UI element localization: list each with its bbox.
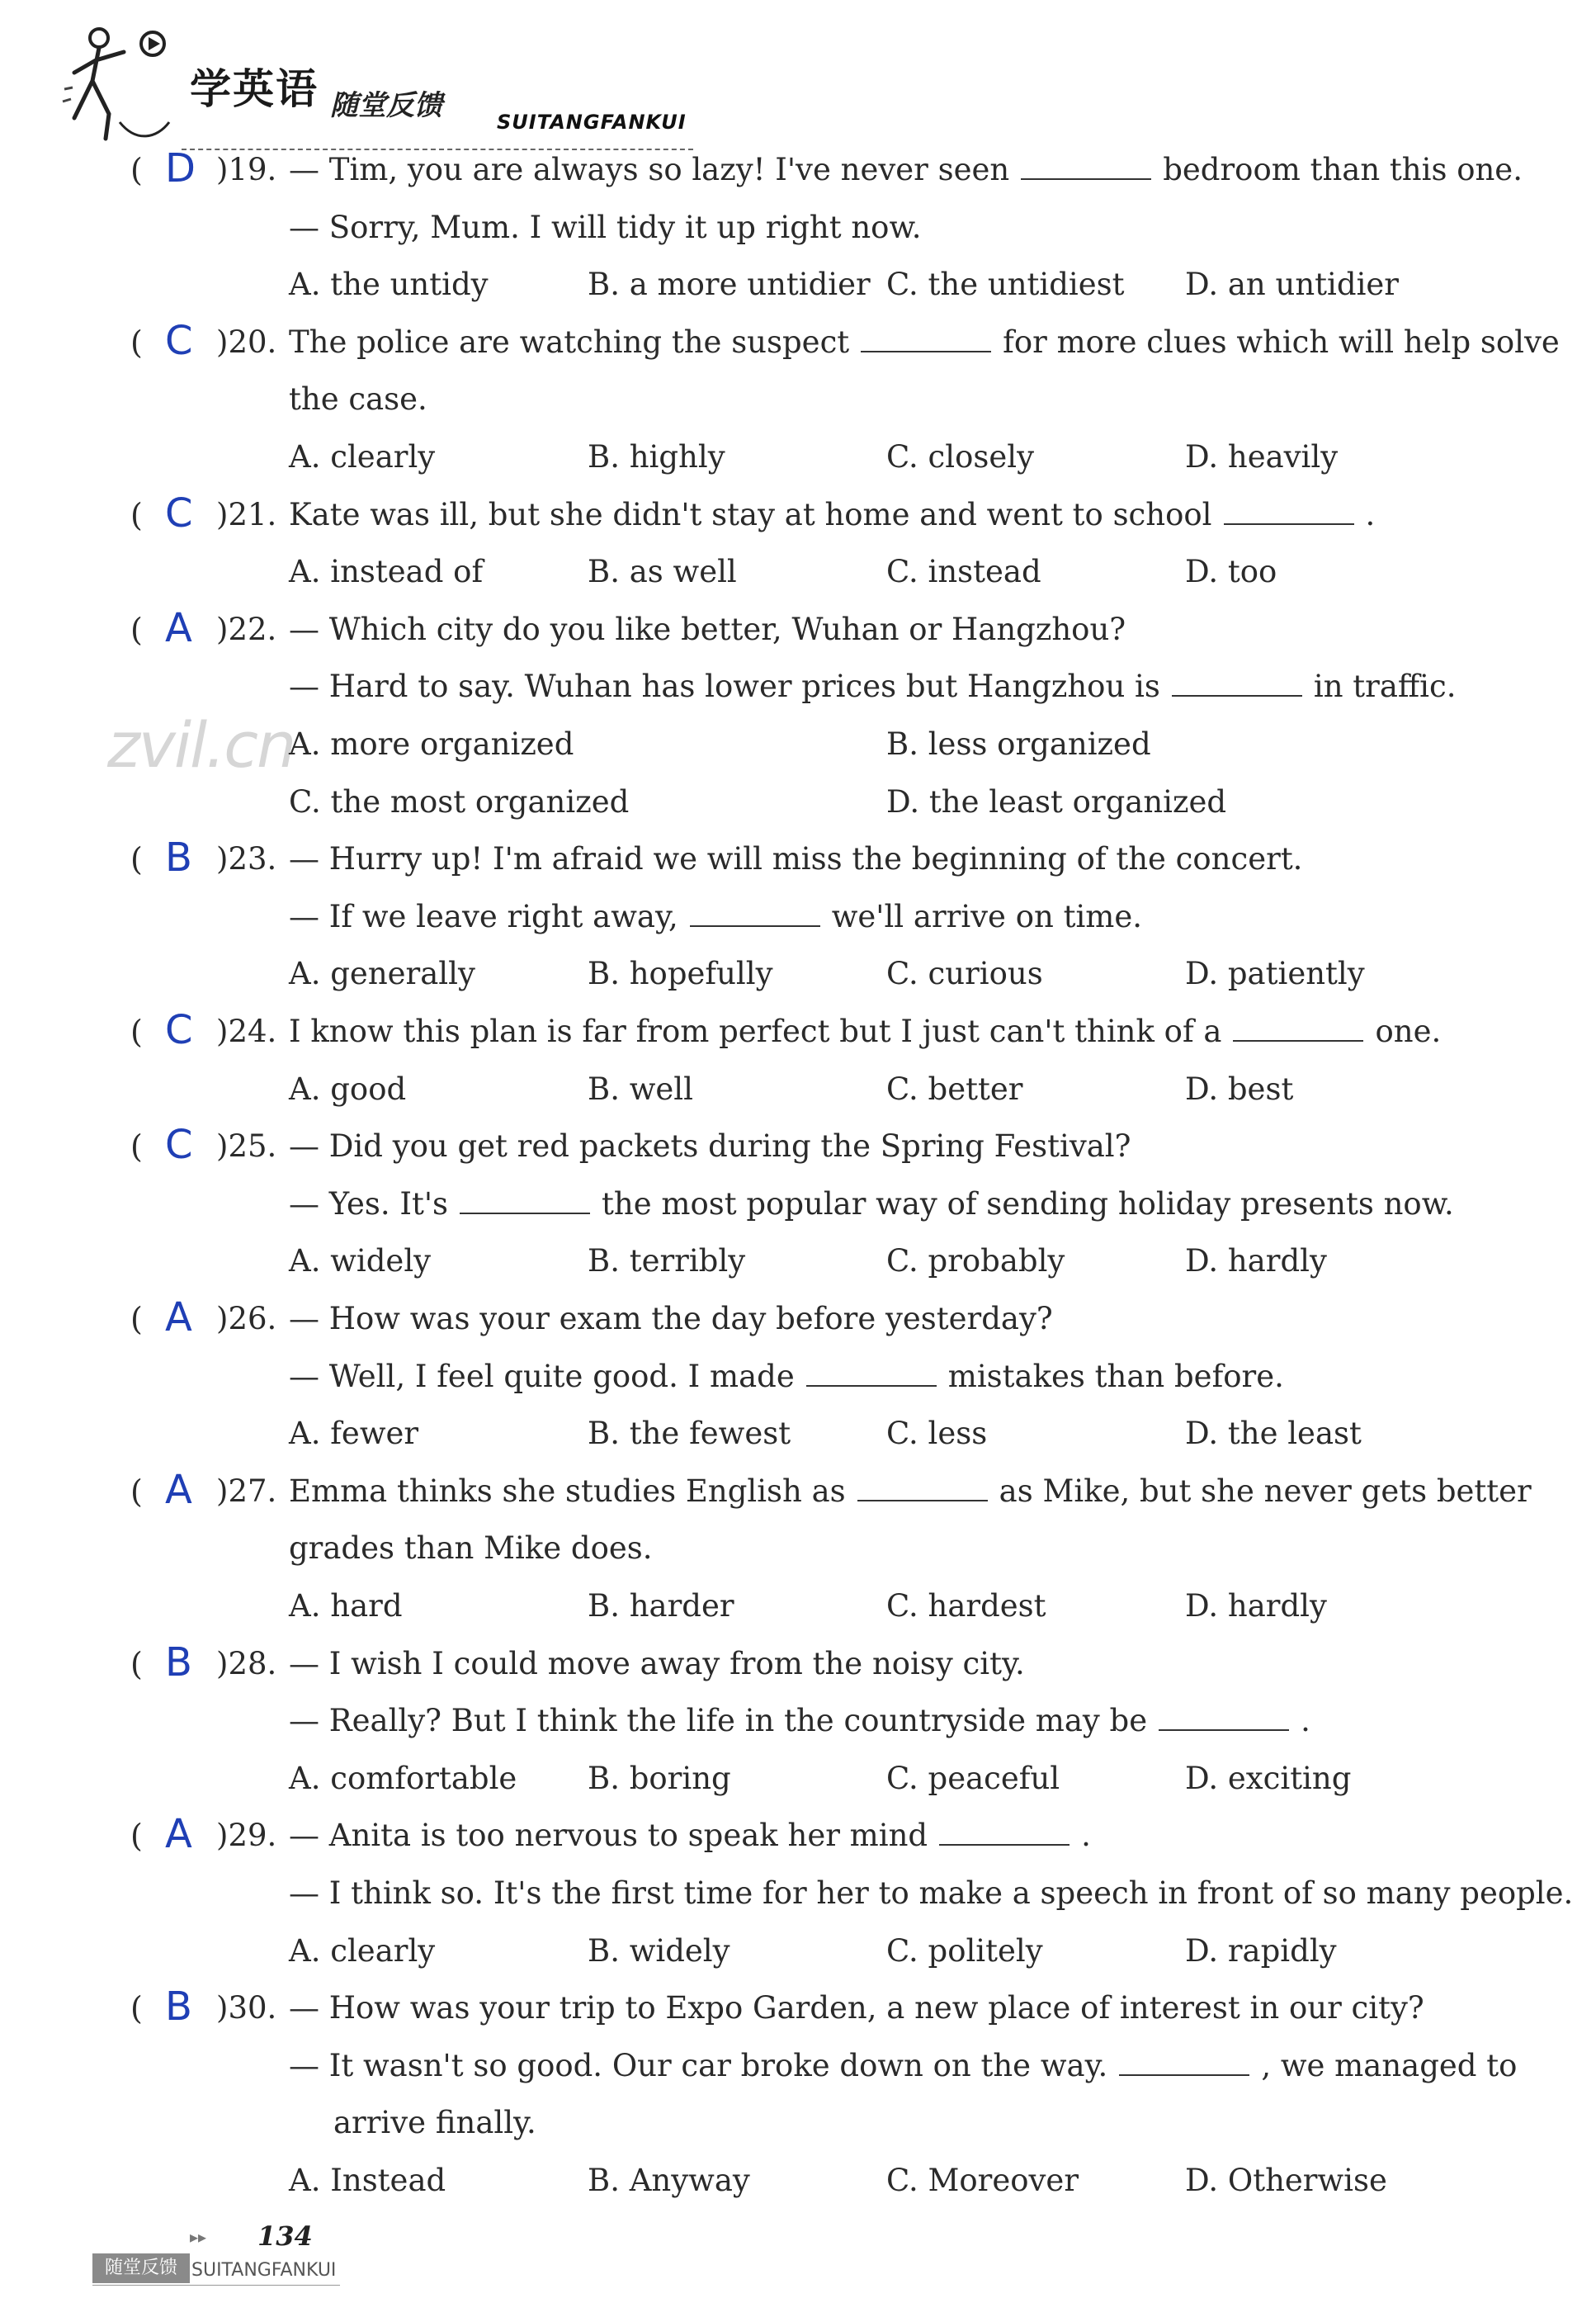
option-d: D. hardly	[1185, 1243, 1327, 1279]
question-text: — Really? But I think the life in the countryside may be	[289, 1703, 1148, 1739]
question-text: as Mike, but she never gets better	[999, 1473, 1532, 1509]
question-text: The police are watching the suspect	[289, 324, 850, 360]
option-a: A. fewer	[289, 1416, 419, 1452]
question-text: .	[1301, 1703, 1310, 1739]
question-text: for more clues which will help solve	[1003, 324, 1560, 360]
question-text: — I think so. It's the first time for her to make a speech in front of so many people.	[289, 1875, 1574, 1911]
question-number-value: 19	[228, 152, 267, 187]
option-b: B. harder	[588, 1588, 734, 1624]
answer-letter: B	[165, 1638, 192, 1686]
header-subtitle-en: SUITANGFANKUI	[497, 111, 687, 134]
answer-letter: B	[165, 1984, 192, 2031]
answer-blank	[1021, 175, 1151, 180]
question-text-line	[289, 1818, 1091, 1853]
answer-blank	[806, 1382, 937, 1387]
question-text-line	[289, 669, 1457, 704]
answer-paren-open: (	[130, 1128, 143, 1166]
question-text-line	[289, 841, 1302, 877]
question-number: )21.	[216, 496, 277, 532]
question-text-line	[289, 324, 1560, 360]
option-d: D. Otherwise	[1185, 2163, 1387, 2198]
question-text: — Tim, you are always so lazy! I've never seen	[289, 152, 1010, 187]
question-text-line	[289, 1990, 1424, 2026]
answer-paren-open: (	[130, 1645, 143, 1682]
option-c: C. curious	[886, 956, 1043, 992]
question-number: )29.	[216, 1818, 277, 1854]
question-number-value: 24	[228, 1014, 267, 1049]
answer-blank	[1224, 520, 1354, 525]
answer-paren-open: (	[130, 152, 143, 188]
option-a: A. generally	[289, 956, 475, 992]
answer-blank	[460, 1209, 590, 1214]
question-text: mistakes than before.	[947, 1358, 1284, 1394]
question-text: the case.	[289, 381, 427, 418]
option-c: C. the untidiest	[886, 267, 1125, 303]
option-d: D. rapidly	[1185, 1932, 1337, 1969]
runner-figure-icon	[58, 23, 182, 147]
answer-letter: C	[165, 1122, 193, 1169]
question-number: )26.	[216, 1301, 277, 1336]
question-number-value: 30	[228, 1990, 267, 2026]
question-text: — Anita is too nervous to speak her mind	[289, 1818, 928, 1854]
answer-paren-open: (	[130, 841, 143, 878]
option-a: A. instead of	[289, 554, 484, 590]
question-number-value: 23	[228, 841, 267, 877]
answer-blank	[1119, 2071, 1249, 2076]
option-c: C. closely	[886, 439, 1034, 475]
option-d: D. the least organized	[886, 783, 1227, 820]
question-number-value: 22	[228, 611, 267, 647]
answer-letter: B	[165, 835, 192, 882]
answer-letter: C	[165, 489, 193, 537]
answer-paren-open: (	[130, 1818, 143, 1855]
question-number: )22.	[216, 611, 277, 647]
question-text: — Sorry, Mum. I will tidy it up right now.	[289, 209, 922, 245]
question-text: .	[1365, 496, 1376, 532]
question-number-value: 25	[228, 1128, 267, 1165]
answer-blank	[939, 1841, 1070, 1846]
option-b: B. highly	[588, 439, 725, 475]
question-text: — Yes. It's	[289, 1185, 449, 1222]
question-text-line	[289, 1186, 1454, 1222]
question-text: — How was your trip to Expo Garden, a new place of interest in our city?	[289, 1990, 1424, 2026]
option-d: D. patiently	[1185, 956, 1365, 992]
question-text-line	[289, 1875, 1573, 1911]
footer-tag: 随堂反馈	[92, 2253, 190, 2283]
question-text: one.	[1375, 1014, 1442, 1049]
option-c: C. politely	[886, 1932, 1043, 1969]
header-divider	[182, 149, 693, 150]
question-number: )20.	[216, 324, 277, 360]
option-c: C. less	[886, 1416, 988, 1452]
question-text-line	[289, 1014, 1441, 1049]
question-number-value: 20	[228, 324, 267, 360]
question-number: )28.	[216, 1645, 277, 1681]
question-text: in traffic.	[1313, 669, 1457, 705]
question-text: bedroom than this one.	[1163, 152, 1523, 187]
question-number-value: 29	[228, 1818, 267, 1854]
question-text: grades than Mike does.	[289, 1530, 653, 1567]
question-text-line	[289, 612, 1126, 647]
answer-letter: A	[165, 604, 192, 651]
question-number: )24.	[216, 1014, 277, 1049]
question-text: .	[1081, 1818, 1091, 1854]
answer-letter: A	[165, 1294, 192, 1340]
option-b: B. well	[588, 1071, 693, 1107]
watermark: zvil.cn	[107, 708, 295, 782]
answer-paren-open: (	[130, 1301, 143, 1337]
question-text-line	[289, 1646, 1025, 1681]
option-a: A. Instead	[289, 2163, 446, 2198]
answer-letter: C	[165, 1007, 193, 1053]
answer-letter: A	[165, 1811, 192, 1858]
question-text: — It wasn't so good. Our car broke down on the way.	[289, 2047, 1108, 2083]
option-d: D. hardly	[1185, 1588, 1327, 1624]
question-number-value: 28	[228, 1645, 267, 1681]
question-number: )23.	[216, 841, 277, 877]
question-text: — Did you get red packets during the Spring Festival?	[289, 1128, 1131, 1165]
option-a: A. hard	[289, 1588, 403, 1624]
question-text: the most popular way of sending holiday presents now.	[602, 1185, 1454, 1222]
option-a: A. good	[289, 1071, 407, 1107]
question-number-value: 21	[228, 496, 267, 532]
option-c: C. probably	[886, 1243, 1065, 1279]
question-text: arrive finally.	[333, 2105, 536, 2141]
option-d: D. too	[1185, 554, 1277, 590]
question-text: — Well, I feel quite good. I made	[289, 1358, 795, 1394]
question-text-line	[289, 1703, 1310, 1738]
option-a: A. comfortable	[289, 1760, 517, 1796]
question-text: — If we leave right away,	[289, 898, 678, 934]
answer-blank	[857, 1497, 988, 1501]
question-text-line	[289, 210, 922, 245]
question-text: , we managed to	[1261, 2047, 1518, 2083]
question-text: I know this plan is far from perfect but I just can't think of a	[289, 1014, 1222, 1049]
question-number-value: 26	[228, 1301, 267, 1336]
answer-letter: C	[165, 317, 193, 364]
question-number: )25.	[216, 1128, 277, 1165]
option-d: D. exciting	[1185, 1760, 1352, 1796]
answer-blank	[861, 348, 991, 352]
option-b: B. a more untidier	[588, 267, 871, 303]
question-text-line	[289, 152, 1523, 187]
answer-paren-open: (	[130, 1990, 143, 2027]
question-text-line	[333, 2105, 536, 2140]
option-c: C. peaceful	[886, 1760, 1060, 1796]
question-number-value: 27	[228, 1473, 267, 1509]
question-text-line	[289, 1301, 1053, 1336]
option-b: B. widely	[588, 1932, 730, 1969]
question-text-line	[289, 1473, 1532, 1509]
option-d: D. best	[1185, 1071, 1294, 1107]
question-text: — I wish I could move away from the noisy city.	[289, 1645, 1025, 1681]
question-text-line	[289, 1359, 1284, 1394]
option-d: D. the least	[1185, 1416, 1362, 1452]
question-text: — Which city do you like better, Wuhan or Hangzhou?	[289, 611, 1126, 647]
answer-paren-open: (	[130, 496, 143, 533]
header-title: 学英语	[190, 65, 319, 113]
option-a: A. widely	[289, 1243, 432, 1279]
answer-letter: D	[165, 145, 196, 192]
page-header	[58, 23, 687, 147]
question-text: — How was your exam the day before yesterday?	[289, 1301, 1053, 1336]
option-b: B. as well	[588, 554, 737, 590]
question-number: )27.	[216, 1473, 277, 1509]
option-c: C. Moreover	[886, 2163, 1079, 2198]
option-d: D. heavily	[1185, 439, 1339, 475]
question-text-line	[289, 381, 427, 417]
option-b: B. hopefully	[588, 956, 773, 992]
option-b: B. terribly	[588, 1243, 746, 1279]
question-text: — Hurry up! I'm afraid we will miss the beginning of the concert.	[289, 841, 1303, 877]
option-c: C. instead	[886, 554, 1041, 590]
answer-blank	[1233, 1037, 1363, 1042]
answer-paren-open: (	[130, 1014, 143, 1050]
question-text-line	[289, 2048, 1517, 2083]
option-d: D. an untidier	[1185, 267, 1399, 303]
page-number: 134	[257, 2220, 313, 2252]
question-text: Kate was ill, but she didn't stay at home and went to school	[289, 496, 1212, 532]
question-text-line	[289, 497, 1375, 532]
question-number: )30.	[216, 1990, 277, 2026]
option-b: B. Anyway	[588, 2163, 750, 2198]
option-c: C. hardest	[886, 1588, 1046, 1624]
question-text: Emma thinks she studies English as	[289, 1473, 846, 1509]
answer-blank	[1159, 1726, 1289, 1731]
answer-paren-open: (	[130, 611, 143, 648]
answer-paren-open: (	[130, 1473, 143, 1510]
option-c: C. better	[886, 1071, 1023, 1107]
header-subtitle: 随堂反馈	[330, 89, 442, 122]
question-text-line	[289, 1128, 1131, 1164]
answer-paren-open: (	[130, 324, 143, 361]
option-b: B. less organized	[886, 726, 1151, 762]
question-text-line	[289, 899, 1142, 934]
footer-divider	[92, 2285, 340, 2286]
option-b: B. the fewest	[588, 1416, 791, 1452]
option-b: B. boring	[588, 1760, 731, 1796]
answer-blank	[1172, 692, 1302, 697]
question-number: )19.	[216, 152, 277, 187]
arrow-icon: ▸▸	[190, 2227, 207, 2247]
answer-blank	[690, 922, 820, 927]
option-a: A. more organized	[289, 726, 574, 762]
footer-tag-en: SUITANGFANKUI	[191, 2260, 337, 2281]
option-a: A. the untidy	[289, 267, 489, 303]
answer-letter: A	[165, 1466, 192, 1513]
question-text: we'll arrive on time.	[831, 898, 1143, 934]
question-text: — Hard to say. Wuhan has lower prices but Hangzhou is	[289, 669, 1160, 705]
option-a: A. clearly	[289, 439, 436, 475]
option-c: C. the most organized	[289, 783, 630, 820]
question-text-line	[289, 1530, 653, 1566]
option-a: A. clearly	[289, 1932, 436, 1969]
